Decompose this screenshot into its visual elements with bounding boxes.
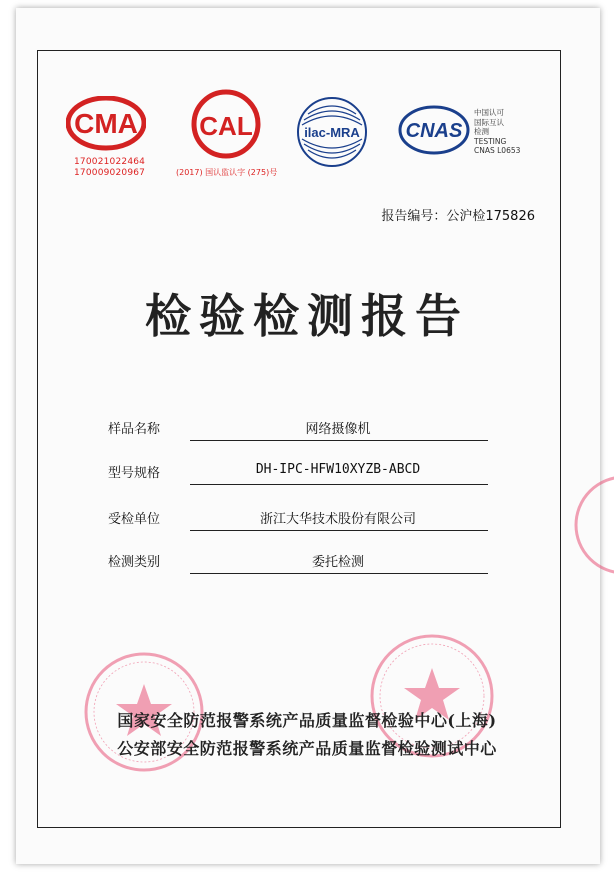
field-test-type [108,551,488,575]
field-value: 网络摄像机 [305,422,371,437]
cnas-caption-line: 中国认可 [474,108,504,117]
field-sample-name [108,418,488,442]
cnas-caption-line: TESTING [474,136,507,146]
field-value: DH-IPC-HFW10XYZB-ABCD [255,462,421,477]
report-number: 报告编号：公沪检175826 [381,209,535,224]
field-label: 受检单位 [108,512,161,527]
report-title: 检验检测报告 [145,289,469,343]
cma-number-1: 170021022464 [74,157,146,167]
field-value: 委托检测 [311,555,364,570]
cnas-logo [398,104,470,156]
field-label: 型号规格 [108,466,161,481]
organization-name-1: 国家安全防范报警系统产品质量监督检验中心(上海) [117,711,497,730]
cnas-logo-text: CNAS [405,120,463,142]
field-underline [190,484,488,485]
field-underline [190,440,488,441]
edge-seal-fragment [572,470,614,580]
field-underline [190,530,488,531]
cal-number: (2017) 国认监认字 (275)号 [176,168,278,177]
cnas-caption-line: CNAS L0653 [474,146,521,155]
cma-number-2: 170009020967 [74,168,146,178]
cal-logo [190,88,262,160]
ilac-logo-text: ilac-MRA [304,125,360,140]
cal-logo-text: CAL [199,111,253,141]
field-label: 样品名称 [108,422,161,437]
cnas-caption [474,108,520,156]
cma-logo-text: CMA [74,108,138,139]
field-label: 检测类别 [108,555,161,570]
field-model [108,462,488,486]
field-inspected-unit [108,508,488,532]
organization-name-2: 公安部安全防范报警系统产品质量监督检验测试中心 [117,739,497,758]
cnas-caption-line: 国际互认 [474,117,504,127]
ilac-mra-logo [294,94,370,170]
cnas-caption-line: 检测 [474,127,489,136]
cma-numbers [74,157,145,179]
field-value: 浙江大华技术股份有限公司 [259,512,416,527]
cma-logo [66,96,146,151]
field-underline [190,573,488,574]
